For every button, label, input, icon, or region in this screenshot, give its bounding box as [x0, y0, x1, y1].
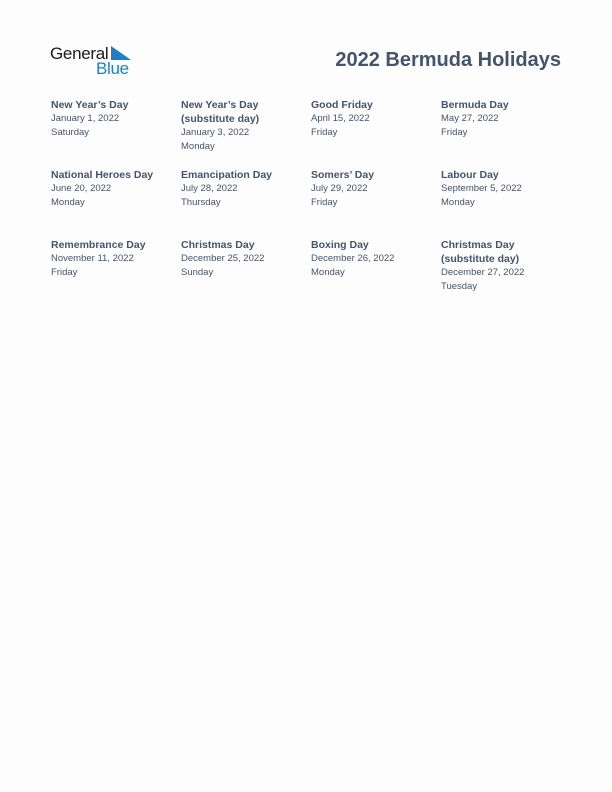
holiday-name: Christmas Day (substitute day)	[441, 239, 520, 265]
holiday-weekday: Thursday	[181, 197, 221, 208]
holiday-weekday: Monday	[51, 197, 85, 208]
holiday-date: July 29, 2022	[311, 183, 368, 194]
holiday-weekday: Friday	[441, 127, 468, 138]
holiday-item	[181, 98, 311, 168]
holiday-weekday: Sunday	[181, 267, 214, 278]
generalblue-logo	[50, 44, 140, 78]
logo-triangle-icon	[111, 46, 131, 60]
holiday-date: January 1, 2022	[51, 113, 120, 124]
holiday-weekday: Monday	[311, 267, 345, 278]
holiday-weekday: Saturday	[51, 127, 90, 138]
holiday-date: December 27, 2022	[441, 267, 525, 278]
holiday-name: Somers’ Day	[311, 169, 375, 181]
holiday-item	[441, 238, 571, 308]
holiday-date: April 15, 2022	[311, 113, 370, 124]
holiday-name: New Year’s Day (substitute day)	[181, 99, 260, 125]
holiday-date: July 28, 2022	[181, 183, 238, 194]
logo-text-blue: Blue	[96, 59, 129, 78]
holiday-name: Christmas Day	[181, 239, 255, 251]
holiday-item	[311, 238, 441, 308]
holiday-weekday: Friday	[311, 127, 338, 138]
holiday-weekday: Tuesday	[441, 281, 478, 292]
holiday-item	[51, 238, 181, 308]
holiday-item	[181, 238, 311, 308]
holiday-name: Good Friday	[311, 99, 373, 111]
holiday-date: May 27, 2022	[441, 113, 499, 124]
holiday-item	[311, 168, 441, 238]
holiday-name: Boxing Day	[311, 239, 369, 251]
holiday-grid	[51, 98, 571, 308]
holiday-date: September 5, 2022	[441, 183, 522, 194]
holiday-name: Emancipation Day	[181, 169, 273, 181]
holiday-weekday: Friday	[311, 197, 338, 208]
holiday-date: June 20, 2022	[51, 183, 112, 194]
holiday-name: Bermuda Day	[441, 99, 509, 111]
holiday-name: Remembrance Day	[51, 239, 146, 251]
holiday-item	[51, 98, 181, 168]
holiday-date: December 26, 2022	[311, 253, 395, 264]
holiday-name: New Year’s Day	[51, 99, 129, 111]
holiday-weekday: Friday	[51, 267, 78, 278]
holiday-item	[51, 168, 181, 238]
holiday-name: Labour Day	[441, 169, 499, 181]
holiday-weekday: Monday	[181, 141, 215, 152]
holiday-weekday: Monday	[441, 197, 475, 208]
holiday-date: December 25, 2022	[181, 253, 265, 264]
holiday-date: November 11, 2022	[51, 253, 134, 264]
holiday-date: January 3, 2022	[181, 127, 250, 138]
holiday-item	[311, 98, 441, 168]
holiday-item	[181, 168, 311, 238]
holiday-item	[441, 98, 571, 168]
holiday-item	[441, 168, 571, 238]
page-title: 2022 Bermuda Holidays	[335, 49, 561, 71]
holiday-name: National Heroes Day	[51, 169, 154, 181]
logo-text-general: General	[50, 44, 109, 63]
